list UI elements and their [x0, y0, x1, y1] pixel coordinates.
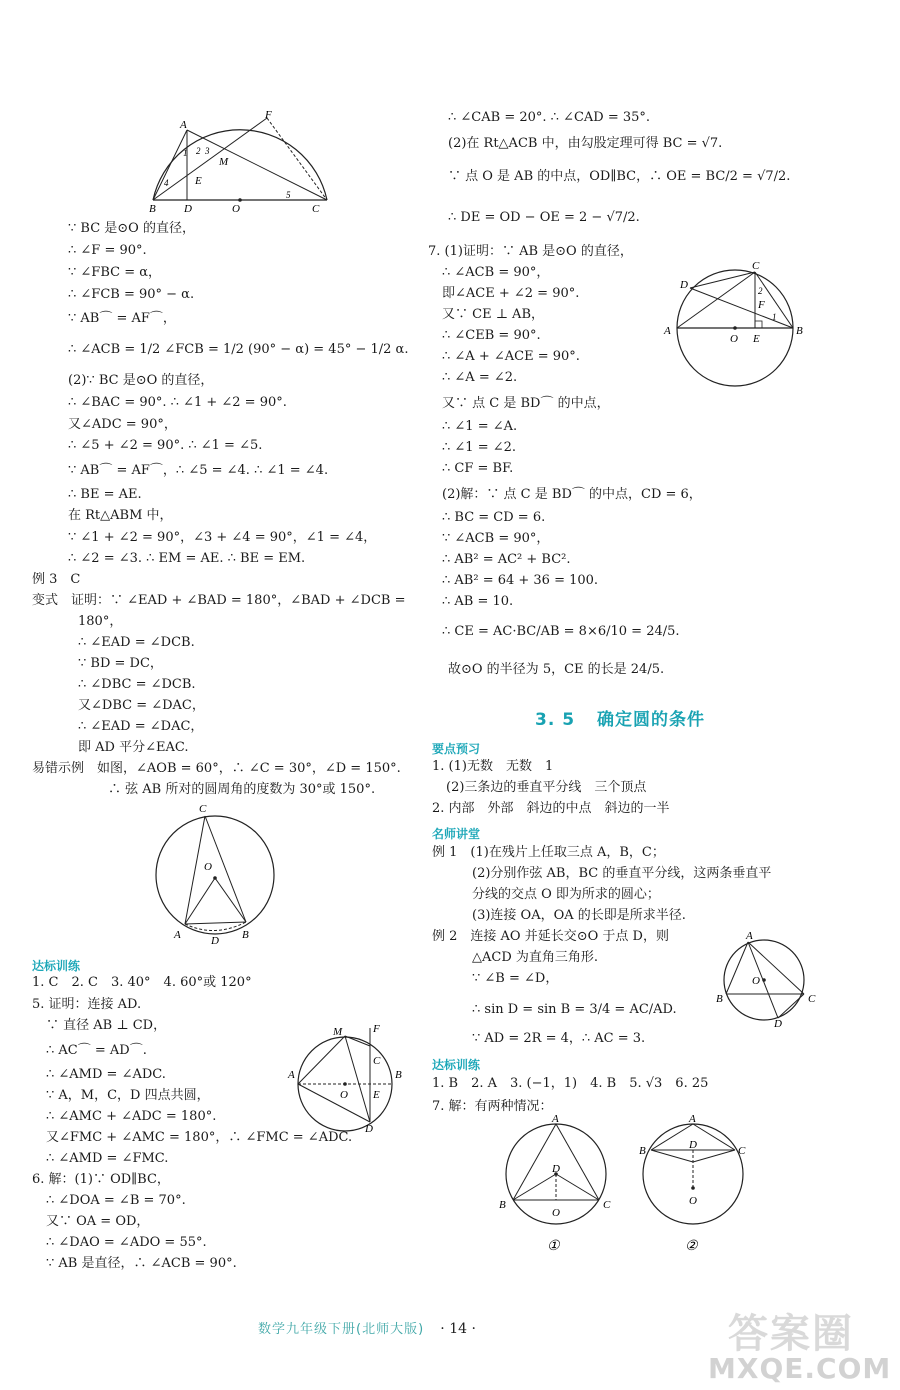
footer-book-title: 数学九年级下册(北师大版) [258, 1322, 425, 1337]
svg-text:A: A [174, 929, 181, 941]
semicircle-figure [145, 108, 335, 218]
text-line: △ACD 为直角三角形. [472, 950, 599, 965]
svg-text:B: B [395, 1069, 402, 1081]
text-line: 易错示例 如图，∠AOB = 60°，∴ ∠C = 30°，∠D = 150°. [32, 761, 401, 776]
text-line: ∴ ∠CAB = 20°. ∴ ∠CAD = 35°. [448, 110, 651, 125]
text-line: 例 1 (1)在残片上任取三点 A，B，C； [432, 845, 665, 860]
text-line: 即∠ACE + ∠2 = 90°. [442, 286, 580, 301]
text-line: 7. (1)证明：∵ AB 是⊙O 的直径， [428, 244, 633, 259]
svg-text:E: E [373, 1089, 380, 1101]
watermark-logo-url: MXQE.COM [708, 1352, 892, 1385]
svg-text:E: E [753, 333, 760, 345]
text-line: ∴ AB² = AC² + BC². [442, 552, 571, 567]
svg-text:O: O [730, 333, 738, 345]
text-line: ∵ AB⌒ = AF⌒， [68, 311, 176, 326]
watermark-logo [700, 1300, 900, 1390]
text-line: ∴ ∠DBC = ∠DCB. [78, 677, 196, 692]
text-line: 即 AD 平分∠EAC. [78, 740, 189, 755]
text-line: ∵ 点 O 是 AB 的中点，OD∥BC，∴ OE = BC/2 = √7/2. [448, 169, 791, 184]
svg-text:B: B [149, 203, 156, 215]
text-line: ∵ ∠B = ∠D， [472, 971, 559, 986]
svg-text:B: B [796, 325, 803, 337]
svg-text:D: D [774, 1018, 782, 1030]
svg-text:B: B [639, 1145, 646, 1157]
text-line: 7. 解：有两种情况： [432, 1099, 553, 1114]
svg-text:C: C [738, 1145, 746, 1157]
text-line: ∵ BD = DC， [78, 656, 163, 671]
svg-text:A: A [552, 1113, 559, 1125]
text-line: ∵ ∠ACB = 90°， [442, 531, 550, 546]
text-line: 又∠ADC = 90°， [68, 417, 177, 432]
text-line: 分线的交点 O 即为所求的圆心； [472, 887, 660, 902]
text-line: ∵ 直径 AB ⊥ CD， [46, 1018, 167, 1033]
text-line: ∴ ∠F = 90°. [68, 243, 147, 258]
text-line: ∵ A，M，C，D 四点共圆， [46, 1088, 210, 1103]
svg-text:F: F [758, 299, 765, 311]
text-line: 在 Rt△ABM 中， [68, 508, 173, 523]
watermark-logo-top: 答案圈 [728, 1311, 854, 1357]
text-line: 5. 证明：连接 AD. [32, 997, 142, 1012]
text-line: 又∠DBC = ∠DAC， [78, 698, 205, 713]
case1-label: ① [547, 1239, 560, 1254]
text-line: ∵ AB⌒ = AF⌒，∴ ∠5 = ∠4. ∴ ∠1 = ∠4. [68, 463, 329, 478]
text-line: 1. C 2. C 3. 40° 4. 60°或 120° [32, 975, 252, 990]
text-line: ∴ ∠AMC + ∠ADC = 180°. [46, 1109, 217, 1124]
drill-heading: 达标训练 [32, 959, 81, 973]
text-line: ∴ ∠CEB = 90°. [442, 328, 541, 343]
svg-text:D: D [184, 203, 192, 215]
text-line: ∴ ∠2 = ∠3. ∴ EM = AE. ∴ BE = EM. [68, 551, 306, 566]
svg-text:C: C [752, 260, 760, 272]
text-line: 2. 内部 外部 斜边的中点 斜边的一半 [432, 801, 670, 816]
text-line: ∵ ∠1 + ∠2 = 90°，∠3 + ∠4 = 90°，∠1 = ∠4， [68, 530, 377, 545]
svg-text:C: C [808, 993, 816, 1005]
svg-text:E: E [195, 175, 202, 187]
text-line: ∴ ∠DOA = ∠B = 70°. [46, 1193, 186, 1208]
section-title-text: 确定圆的条件 [597, 710, 706, 730]
svg-text:3: 3 [205, 146, 210, 156]
text-line: (2)在 Rt△ACB 中，由勾股定理可得 BC = √7. [448, 136, 723, 151]
circle-figure-case2 [635, 1112, 765, 1257]
text-line: ∴ DE = OD − OE = 2 − √7/2. [448, 210, 640, 225]
svg-text:O: O [752, 975, 760, 987]
text-line: ∴ ∠A + ∠ACE = 90°. [442, 349, 580, 364]
svg-text:5: 5 [286, 190, 291, 200]
text-line: ∴ CE = AC·BC/AB = 8×6/10 = 24/5. [442, 624, 680, 639]
text-line: ∴ ∠A = ∠2. [442, 370, 518, 385]
svg-text:A: A [180, 119, 187, 131]
svg-text:A: A [746, 930, 753, 942]
text-line: 又∵ 点 C 是 BD⌒ 的中点， [442, 396, 610, 411]
text-line: ∴ ∠5 + ∠2 = 90°. ∴ ∠1 = ∠5. [68, 438, 263, 453]
text-line: ∴ ∠ACB = 1/2 ∠FCB = 1/2 (90° − α) = 45° − 1/2 α. [68, 342, 409, 357]
svg-text:C: C [603, 1199, 611, 1211]
svg-text:O: O [232, 203, 240, 215]
text-line: 1. (1)无数 无数 1 [432, 759, 554, 774]
text-line: ∵ ∠FBC = α， [68, 265, 161, 280]
svg-text:M: M [219, 156, 229, 168]
text-line: (2)∵ BC 是⊙O 的直径， [68, 373, 214, 388]
text-line: ∴ ∠EAD = ∠DAC， [78, 719, 204, 734]
lecture-heading: 名师讲堂 [432, 827, 481, 841]
preview-heading: 要点预习 [432, 742, 481, 756]
text-line: ∴ AB = 10. [442, 594, 514, 609]
svg-text:1: 1 [772, 312, 777, 322]
svg-text:D: D [211, 935, 219, 947]
text-line: ∴ AC⌒ = AD⌒. [46, 1043, 147, 1058]
text-line: 例 3 C [32, 572, 81, 587]
circle-figure-problem7 [660, 258, 810, 388]
svg-text:O: O [552, 1207, 560, 1219]
text-line: 6. 解：(1)∵ OD∥BC， [32, 1172, 170, 1187]
case2-label: ② [685, 1239, 698, 1254]
text-line: 例 2 连接 AO 并延长交⊙O 于点 D，则 [432, 929, 669, 944]
text-line: ∴ BC = CD = 6. [442, 510, 546, 525]
svg-text:A: A [689, 1113, 696, 1125]
svg-text:O: O [689, 1195, 697, 1207]
text-line: 故⊙O 的半径为 5，CE 的长是 24/5. [448, 662, 665, 677]
text-line: ∴ ∠FCB = 90° − α. [68, 287, 195, 302]
text-line: ∴ ∠AMD = ∠ADC. [46, 1067, 166, 1082]
text-line: ∴ ∠DAO = ∠ADO = 55°. [46, 1235, 207, 1250]
svg-text:D: D [689, 1139, 697, 1151]
text-line: ∵ BC 是⊙O 的直径， [68, 221, 195, 236]
text-line: 又∵ CE ⊥ AB， [442, 307, 545, 322]
text-line: ∴ AB² = 64 + 36 = 100. [442, 573, 599, 588]
svg-text:M: M [333, 1026, 343, 1038]
svg-text:1: 1 [183, 148, 188, 158]
circle-figure-error-example [152, 800, 292, 950]
text-line: 又∵ OA = OD， [46, 1214, 150, 1229]
text-line: (2)三条边的垂直平分线 三个顶点 [446, 780, 647, 795]
drill-heading-right: 达标训练 [432, 1058, 481, 1072]
svg-text:2: 2 [196, 146, 201, 156]
svg-text:O: O [204, 861, 212, 873]
text-line: ∴ sin D = sin B = 3/4 = AC/AD. [472, 1002, 677, 1017]
svg-text:A: A [288, 1069, 295, 1081]
page-number: · 14 · [440, 1321, 476, 1337]
svg-text:B: B [716, 993, 723, 1005]
svg-text:C: C [199, 803, 207, 815]
text-line: ∴ ∠1 = ∠A. [442, 419, 518, 434]
circle-figure-drill5 [285, 1020, 410, 1135]
text-line: ∴ ∠BAC = 90°. ∴ ∠1 + ∠2 = 90°. [68, 395, 287, 410]
svg-text:F: F [265, 109, 272, 121]
text-line: ∵ AD = 2R = 4，∴ AC = 3. [472, 1031, 646, 1046]
text-line: (2)分别作弦 AB，BC 的垂直平分线，这两条垂直平 [472, 866, 772, 881]
circle-figure-case1 [495, 1112, 625, 1257]
svg-text:4: 4 [164, 178, 169, 188]
text-line: ∴ CF = BF. [442, 461, 514, 476]
svg-text:2: 2 [758, 286, 763, 296]
text-line: (3)连接 OA，OA 的长即是所求半径. [472, 908, 686, 923]
text-line: ∴ BE = AE. [68, 487, 142, 502]
text-line: (2)解：∵ 点 C 是 BD⌒ 的中点，CD = 6， [442, 487, 702, 502]
section-title [535, 705, 705, 730]
svg-text:D: D [365, 1123, 373, 1135]
text-line: ∴ ∠ACB = 90°， [442, 265, 550, 280]
section-number: 3. 5 [535, 710, 576, 730]
text-line: 变式 证明：∵ ∠EAD + ∠BAD = 180°，∠BAD + ∠DCB = [32, 593, 406, 608]
text-line: ∴ ∠EAD = ∠DCB. [78, 635, 195, 650]
svg-text:D: D [552, 1163, 560, 1175]
text-line: ∴ 弦 AB 所对的圆周角的度数为 30°或 150°. [108, 782, 376, 797]
svg-text:A: A [664, 325, 671, 337]
svg-text:C: C [312, 203, 320, 215]
svg-text:B: B [242, 929, 249, 941]
text-line: 又∠FMC + ∠AMC = 180°，∴ ∠FMC = ∠ADC. [46, 1130, 353, 1145]
svg-text:C: C [373, 1055, 381, 1067]
svg-text:F: F [373, 1023, 380, 1035]
text-line: ∴ ∠1 = ∠2. [442, 440, 517, 455]
text-line: 1. B 2. A 3. (−1，1) 4. B 5. √3 6. 25 [432, 1076, 709, 1091]
svg-text:B: B [499, 1199, 506, 1211]
svg-text:O: O [340, 1089, 348, 1101]
svg-text:D: D [680, 279, 688, 291]
text-line: ∴ ∠AMD = ∠FMC. [46, 1151, 169, 1166]
page-footer [258, 1318, 658, 1337]
text-line: ∵ AB 是直径，∴ ∠ACB = 90°. [46, 1256, 237, 1271]
circle-figure-example2 [712, 928, 822, 1033]
text-line: 180°， [78, 614, 123, 629]
